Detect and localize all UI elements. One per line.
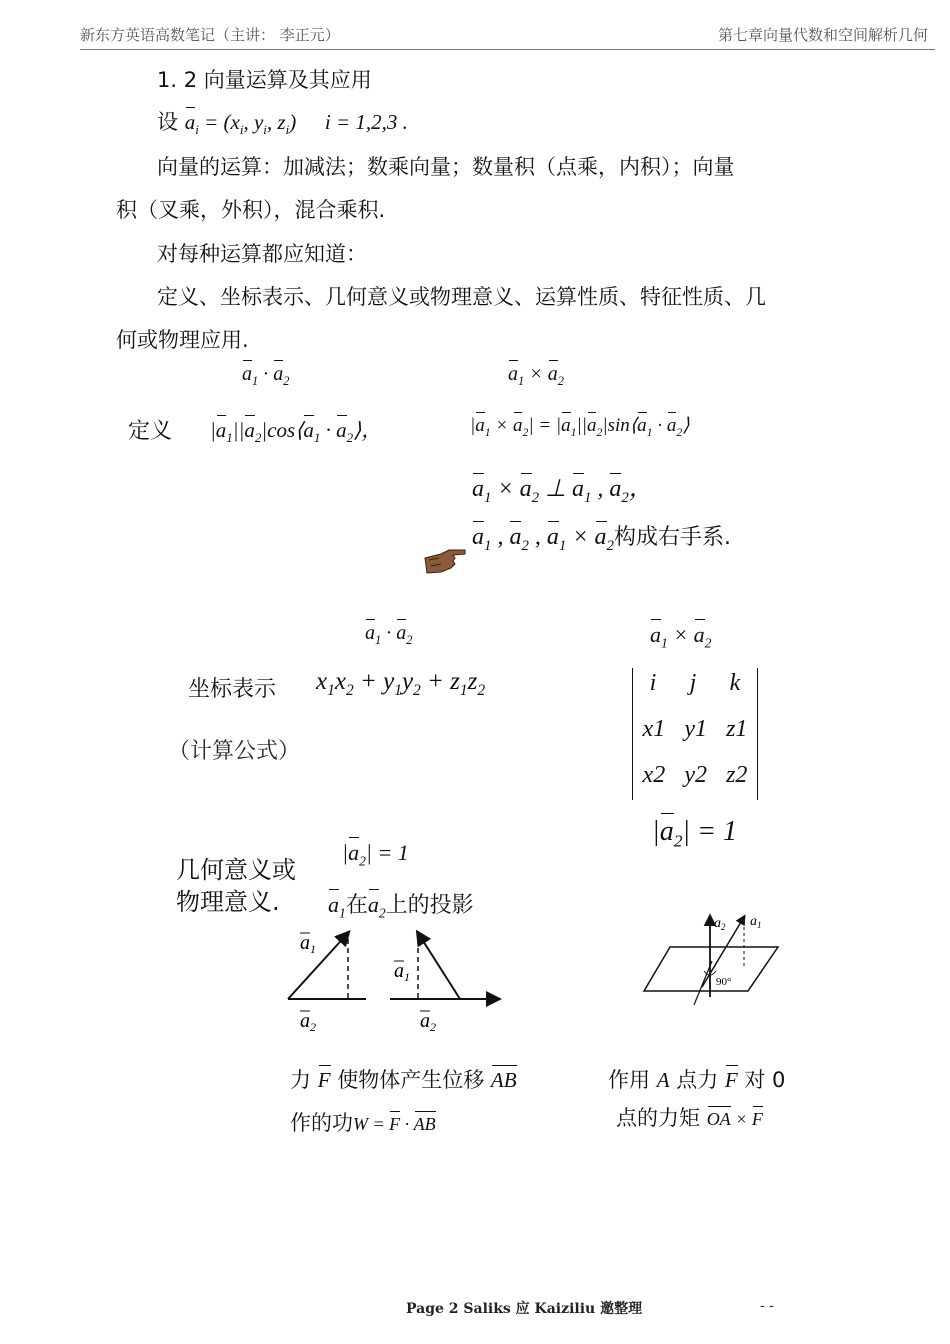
set-prefix: 设 <box>157 110 178 134</box>
det-cell: y1 <box>684 716 707 742</box>
unit-left-value: = 1 <box>377 840 409 865</box>
dot-definition-formula: $|a_1||a_2|\cos⟨a_1$ · $a_2⟩$， <box>210 418 383 446</box>
geometry-label-line2: 物理意义. <box>176 888 280 916</box>
det-cell: j <box>689 670 697 696</box>
perpendicular-formula: $a_1 \times a_2$ ⊥ $a_1$ , $a_2$， <box>472 476 653 506</box>
det-cell: x1 <box>642 716 666 742</box>
right-hand-text: 构成右手系. <box>613 525 731 550</box>
cross-product-plane-diagram <box>640 905 790 1005</box>
det-row-unit <box>633 670 757 697</box>
det-cell: x2 <box>642 762 666 788</box>
unit-vector-right: $|a_2| = 1$ <box>652 816 737 851</box>
footer-text: Page 2 Saliks 应 Kaiziliu 邀整理 <box>406 1301 643 1317</box>
section-title: 1. 2 向量运算及其应用 <box>157 68 372 92</box>
header-rule <box>80 49 935 50</box>
set-definition-line <box>157 106 408 138</box>
svg-text:a2: $a_2$ <box>714 916 726 932</box>
coord-cross-header: $a_1 \times a_2$ <box>650 622 712 651</box>
header-left: 新东方英语高数笔记（主讲： 李正元） <box>80 26 340 44</box>
header-right: 第七章向量代数和空间解析几何 <box>717 26 928 44</box>
ops-line2: 积（叉乘，外积），混合乘积. <box>116 198 386 222</box>
ops-line1: 向量的运算：加减法；数乘向量；数量积（点乘，内积）；向量 <box>157 155 735 179</box>
right-hand-line: $a_1$ , $a_2$ , $a_1 \times a_2$构成右手系. <box>472 524 731 554</box>
coordinates-label: 坐标表示 <box>188 677 277 702</box>
work-line1: 力 F 使物体产生位移 AB <box>290 1068 517 1092</box>
svg-text:a1: $a_1$ <box>394 960 410 984</box>
det-cell: k <box>729 670 741 696</box>
know-line: 对每种运算都应知道： <box>157 242 367 266</box>
pointing-hand-icon <box>423 546 469 576</box>
definition-label: 定义 <box>128 419 173 444</box>
set-formula: $a_i = (x_i$, $y_i$, $z_i$) <box>184 110 297 138</box>
geometry-label-line1: 几何意义或 <box>176 856 296 884</box>
set-index: i = 1,2,3 . <box>324 110 408 134</box>
svg-text:a2: $a_2$ <box>300 1010 316 1034</box>
svg-text:a1: $a_1$ <box>750 914 762 930</box>
det-cell: i <box>649 670 657 696</box>
moment-line1: 作用 A 点力 F 对 0 <box>608 1068 786 1092</box>
unit-right-value: = 1 <box>697 816 737 847</box>
cross-product-header: $a_1 \times a_2$ <box>508 363 564 388</box>
det-cell: z1 <box>726 716 748 742</box>
work-line2: 作的功W = F · AB <box>290 1111 436 1135</box>
coord-dot-header: $a_1 \cdot a_2$ <box>365 622 413 647</box>
projection-caption: $a_1$在$a_2$上的投影 <box>328 892 474 921</box>
unit-vector-left: $|a_2| = 1$ <box>342 840 409 869</box>
calc-formula-label: （计算公式） <box>168 739 301 764</box>
perp-tail: ， <box>628 476 653 502</box>
list-line1: 定义、坐标表示、几何意义或物理意义、运算性质、特征性质、几 <box>157 285 766 309</box>
list-line2: 何或物理应用. <box>116 328 249 352</box>
footer-dash: - - <box>760 1298 774 1314</box>
svg-text:a2: $a_2$ <box>420 1010 436 1034</box>
svg-text:a1: $a_1$ <box>300 932 316 956</box>
dot-product-header: $a_1 \cdot a_2$ <box>242 363 290 388</box>
det-row-2 <box>633 762 757 789</box>
cross-definition-formula: $|a_1 \times a_2|$ = $|a_1||a_2|\sin⟨a_1$ · $a_2⟩$ <box>470 415 690 439</box>
det-cell: z2 <box>726 762 748 788</box>
moment-line2: 点的力矩 OA × F <box>616 1106 763 1130</box>
det-cell: y2 <box>684 762 707 788</box>
coord-dot-formula: $x_1x_2 + y_1y_2 + z_1z_2$ <box>316 668 486 699</box>
projection-diagram <box>280 925 520 1040</box>
det-row-1 <box>633 716 757 743</box>
right-angle-label: 90° <box>716 976 732 988</box>
cross-determinant <box>632 668 758 800</box>
